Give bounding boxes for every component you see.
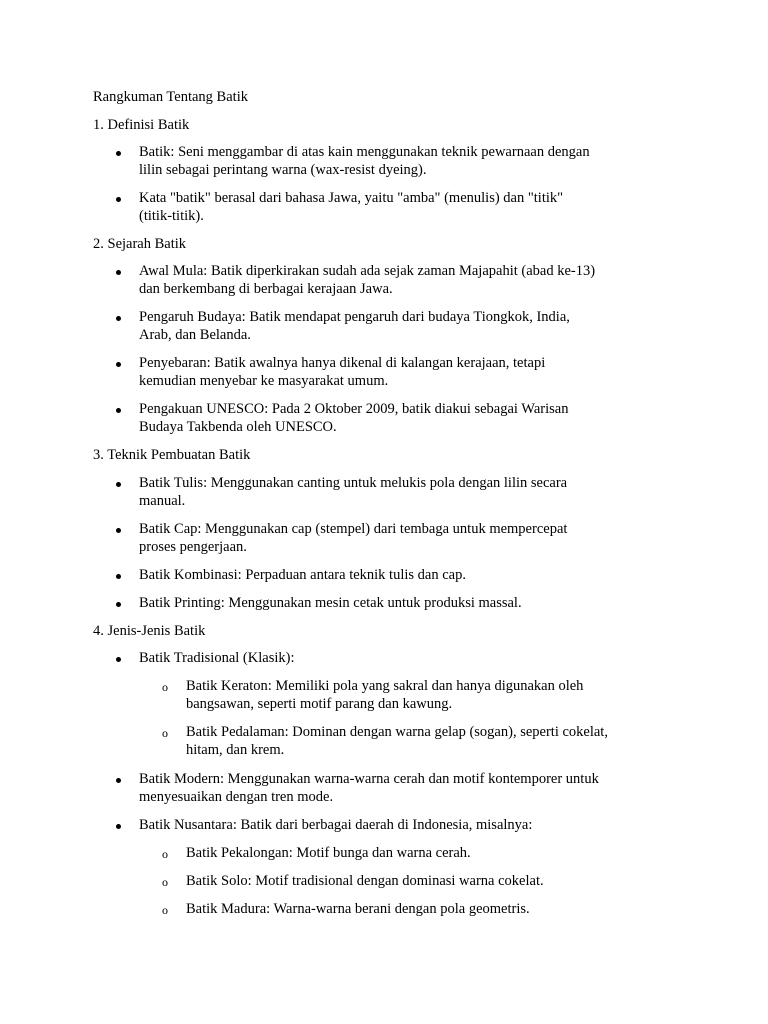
bullet-icon — [116, 528, 121, 533]
bullet-icon — [116, 778, 121, 783]
sub-bullet-icon: o — [162, 726, 168, 740]
section-heading: 2. Sejarah Batik — [93, 236, 187, 252]
document-title: Rangkuman Tentang Batik — [93, 89, 248, 105]
sub-bullet-icon: o — [162, 847, 168, 861]
sub-list-item-line: Batik Pekalongan: Motif bunga dan warna cerah. — [186, 845, 471, 861]
list-item-line: (titik-titik). — [139, 208, 204, 224]
bullet-icon — [116, 574, 121, 579]
section-heading: 1. Definisi Batik — [93, 117, 190, 133]
list-item-line: Kata "batik" berasal dari bahasa Jawa, yaitu "amba" (menulis) dan "titik" — [139, 190, 564, 206]
bullet-icon — [116, 362, 121, 367]
list-item-line: manual. — [139, 493, 186, 509]
list-item-line: Pengakuan UNESCO: Pada 2 Oktober 2009, batik diakui sebagai Warisan — [139, 401, 569, 417]
sub-list-item-line: bangsawan, seperti motif parang dan kawung. — [186, 696, 453, 712]
bullet-icon — [116, 482, 121, 487]
list-item-line: Batik Printing: Menggunakan mesin cetak untuk produksi massal. — [139, 595, 522, 611]
list-item-line: Batik Nusantara: Batik dari berbagai daerah di Indonesia, misalnya: — [139, 817, 533, 833]
bullet-icon — [116, 602, 121, 607]
sub-bullet-icon: o — [162, 875, 168, 889]
list-item-line: Penyebaran: Batik awalnya hanya dikenal di kalangan kerajaan, tetapi — [139, 355, 546, 371]
sub-list-item-line: hitam, dan krem. — [186, 742, 285, 758]
bullet-icon — [116, 657, 121, 662]
list-item-line: Batik: Seni menggambar di atas kain menggunakan teknik pewarnaan dengan — [139, 144, 590, 160]
list-item-line: dan berkembang di berbagai kerajaan Jawa. — [139, 281, 393, 297]
section-heading: 4. Jenis-Jenis Batik — [93, 623, 206, 639]
list-item-line: kemudian menyebar ke masyarakat umum. — [139, 373, 389, 389]
bullet-icon — [116, 408, 121, 413]
list-item-line: lilin sebagai perintang warna (wax-resist dyeing). — [139, 162, 427, 178]
list-item-line: Pengaruh Budaya: Batik mendapat pengaruh dari budaya Tiongkok, India, — [139, 309, 570, 325]
bullet-icon — [116, 197, 121, 202]
sub-bullet-icon: o — [162, 680, 168, 694]
list-item-line: Batik Kombinasi: Perpaduan antara teknik tulis dan cap. — [139, 567, 466, 583]
list-item-line: Arab, dan Belanda. — [139, 327, 251, 343]
bullet-icon — [116, 270, 121, 275]
bullet-icon — [116, 824, 121, 829]
list-item-line: menyesuaikan dengan tren mode. — [139, 789, 334, 805]
sub-list-item-line: Batik Solo: Motif tradisional dengan dominasi warna cokelat. — [186, 873, 544, 889]
list-item-line: Awal Mula: Batik diperkirakan sudah ada sejak zaman Majapahit (abad ke-13) — [139, 263, 596, 279]
bullet-icon — [116, 316, 121, 321]
bullet-icon — [116, 151, 121, 156]
list-item-line: Batik Cap: Menggunakan cap (stempel) dari tembaga untuk mempercepat — [139, 521, 568, 537]
list-item-line: Batik Tulis: Menggunakan canting untuk melukis pola dengan lilin secara — [139, 475, 568, 491]
sub-list-item-line: Batik Pedalaman: Dominan dengan warna gelap (sogan), seperti cokelat, — [186, 724, 608, 740]
list-item-line: proses pengerjaan. — [139, 539, 247, 555]
list-item-line: Batik Modern: Menggunakan warna-warna cerah dan motif kontemporer untuk — [139, 771, 599, 787]
sub-list-item-line: Batik Madura: Warna-warna berani dengan pola geometris. — [186, 901, 530, 917]
sub-bullet-icon: o — [162, 903, 168, 917]
sub-list-item-line: Batik Keraton: Memiliki pola yang sakral dan hanya digunakan oleh — [186, 678, 584, 694]
section-heading: 3. Teknik Pembuatan Batik — [93, 447, 251, 463]
list-item-line: Batik Tradisional (Klasik): — [139, 650, 295, 666]
list-item-line: Budaya Takbenda oleh UNESCO. — [139, 419, 337, 435]
